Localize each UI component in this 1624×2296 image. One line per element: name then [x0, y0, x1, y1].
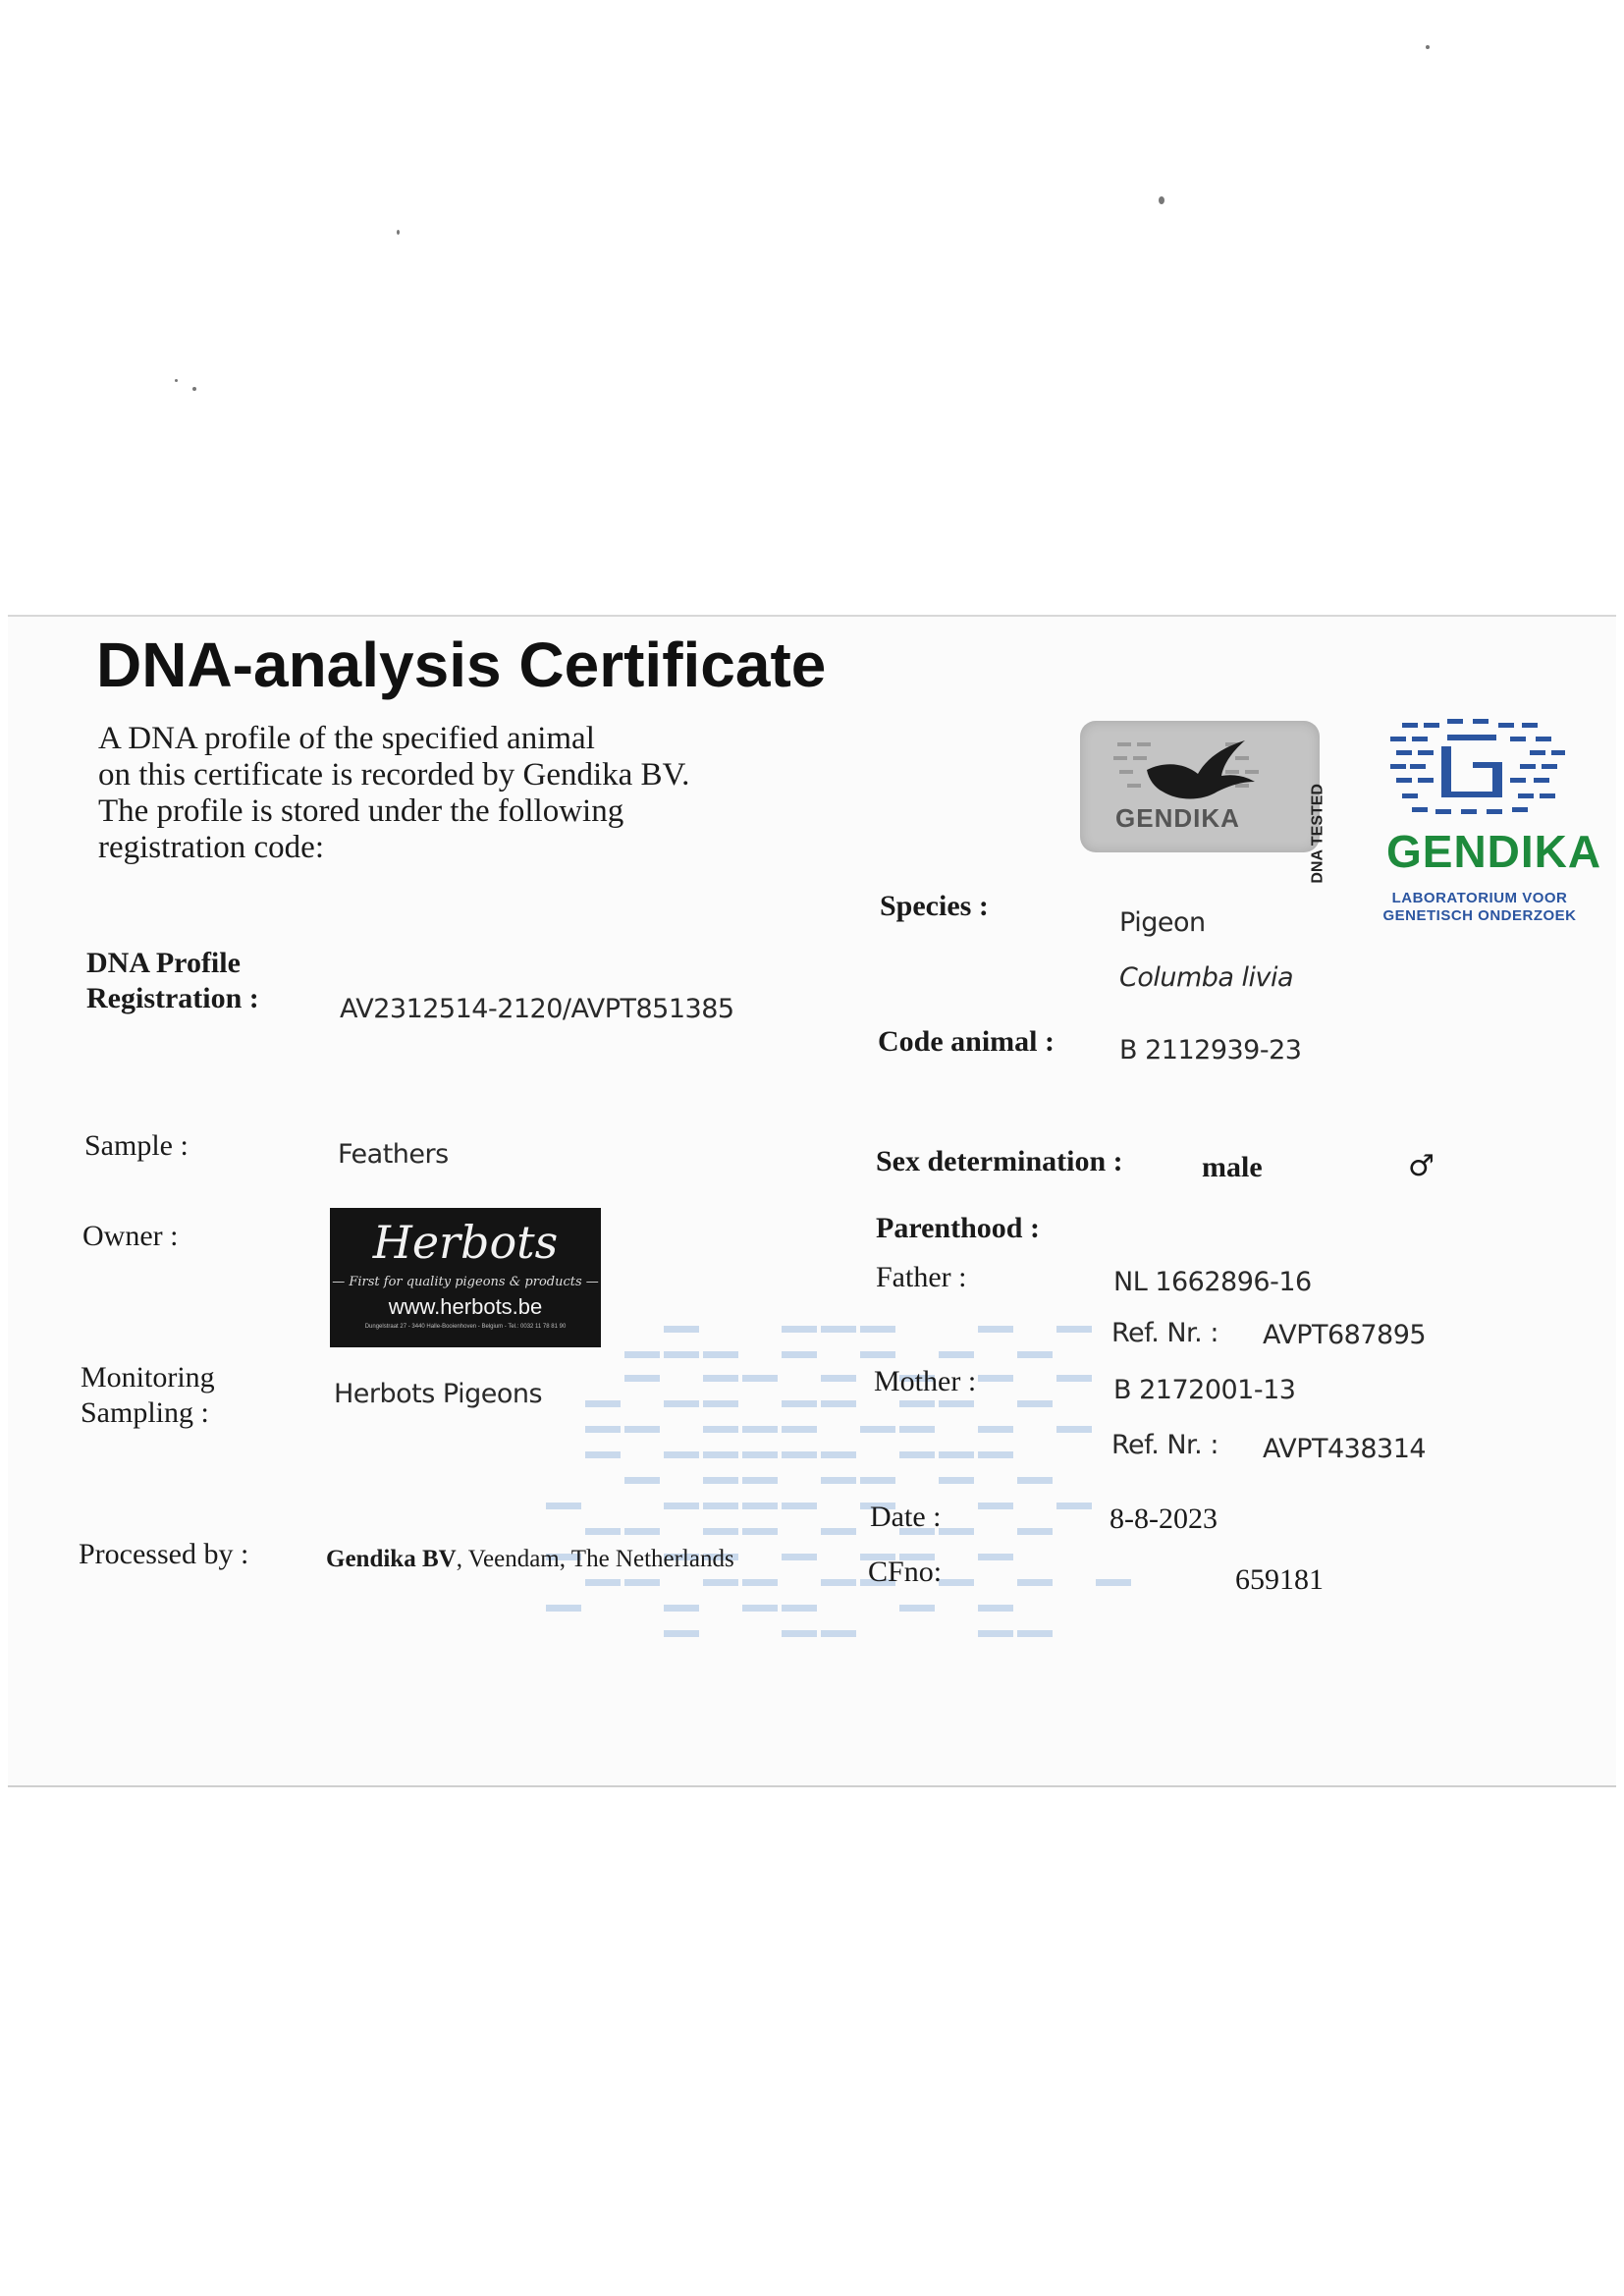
- father-ref-value: AVPT687895: [1263, 1320, 1427, 1350]
- species-label: Species :: [880, 890, 989, 922]
- sampling-label: Sampling :: [81, 1396, 209, 1429]
- sample-value: Feathers: [338, 1139, 449, 1170]
- dna-profile-label: DNA Profile: [86, 947, 241, 979]
- species-latin-value: Columba livia: [1119, 962, 1294, 993]
- cfno-value: 659181: [1235, 1563, 1324, 1596]
- intro-line: registration code:: [98, 830, 325, 865]
- gendika-logo-subtitle: [1377, 890, 1583, 925]
- scan-speck: [1426, 45, 1430, 49]
- gendika-logo-icon: [1382, 715, 1569, 823]
- father-ref-label: Ref. Nr. :: [1111, 1318, 1218, 1348]
- scan-speck: [175, 379, 178, 382]
- gendika-logo-name: GENDIKA: [1386, 826, 1602, 877]
- parenthood-label: Parenthood :: [876, 1212, 1040, 1244]
- species-common-value: Pigeon: [1119, 907, 1206, 938]
- processed-by-location: , Veendam, The Netherlands: [456, 1546, 734, 1572]
- herbots-address: Dungelstraat 27 - 3440 Halle-Booienhoven - Belgium - Tel.: 0032 11 78 81 90: [364, 1324, 567, 1330]
- herbots-tagline: — First for quality pigeons & products —: [332, 1275, 599, 1289]
- dna-tested-badge: [1080, 721, 1326, 884]
- intro-line: The profile is stored under the following: [98, 793, 624, 829]
- owner-stamp-herbots: [330, 1208, 601, 1347]
- scan-speck: [192, 387, 196, 391]
- certificate-title: DNA-analysis Certificate: [96, 629, 827, 700]
- monitoring-value: Herbots Pigeons: [334, 1379, 543, 1409]
- herbots-url: www.herbots.be: [388, 1294, 543, 1319]
- dna-registration-value: AV2312514-2120/AVPT851385: [340, 994, 734, 1024]
- badge-word: GENDIKA: [1115, 803, 1240, 833]
- dna-registration-label: Registration :: [86, 982, 259, 1014]
- owner-label: Owner :: [82, 1220, 179, 1252]
- date-value: 8-8-2023: [1110, 1503, 1218, 1535]
- bird-icon: [1108, 731, 1274, 809]
- sex-value: male: [1202, 1151, 1263, 1183]
- badge-side-text: DNA TESTED: [1310, 784, 1326, 884]
- sex-determination-label: Sex determination :: [876, 1145, 1123, 1177]
- code-animal-label: Code animal :: [878, 1025, 1055, 1058]
- date-label: Date :: [870, 1501, 942, 1533]
- monitoring-label: Monitoring: [81, 1361, 215, 1394]
- intro-line: on this certificate is recorded by Gendika BV.: [98, 757, 690, 793]
- father-value: NL 1662896-16: [1113, 1267, 1312, 1297]
- father-label: Father :: [876, 1261, 967, 1293]
- code-animal-value: B 2112939-23: [1119, 1035, 1302, 1066]
- scan-speck: [1159, 196, 1164, 204]
- cfno-label: CFno:: [868, 1556, 943, 1588]
- mother-ref-value: AVPT438314: [1263, 1434, 1427, 1464]
- sample-label: Sample :: [84, 1129, 189, 1162]
- processed-by-company: Gendika BV: [326, 1546, 457, 1572]
- herbots-name: Herbots: [372, 1216, 559, 1269]
- logo-sub-line: GENETISCH ONDERZOEK: [1382, 907, 1577, 924]
- dna-bands-watermark: [530, 1306, 1139, 1679]
- mother-ref-label: Ref. Nr. :: [1111, 1430, 1218, 1460]
- intro-line: A DNA profile of the specified animal: [98, 721, 595, 756]
- scan-speck: [397, 230, 400, 235]
- intro-text: [98, 721, 785, 866]
- mother-label: Mother :: [874, 1365, 977, 1397]
- logo-sub-line: LABORATORIUM VOOR: [1391, 890, 1568, 906]
- mother-value: B 2172001-13: [1113, 1375, 1296, 1405]
- processed-by-value: [326, 1546, 734, 1573]
- male-symbol-icon: ♂: [1408, 1149, 1435, 1183]
- processed-by-label: Processed by :: [79, 1538, 249, 1570]
